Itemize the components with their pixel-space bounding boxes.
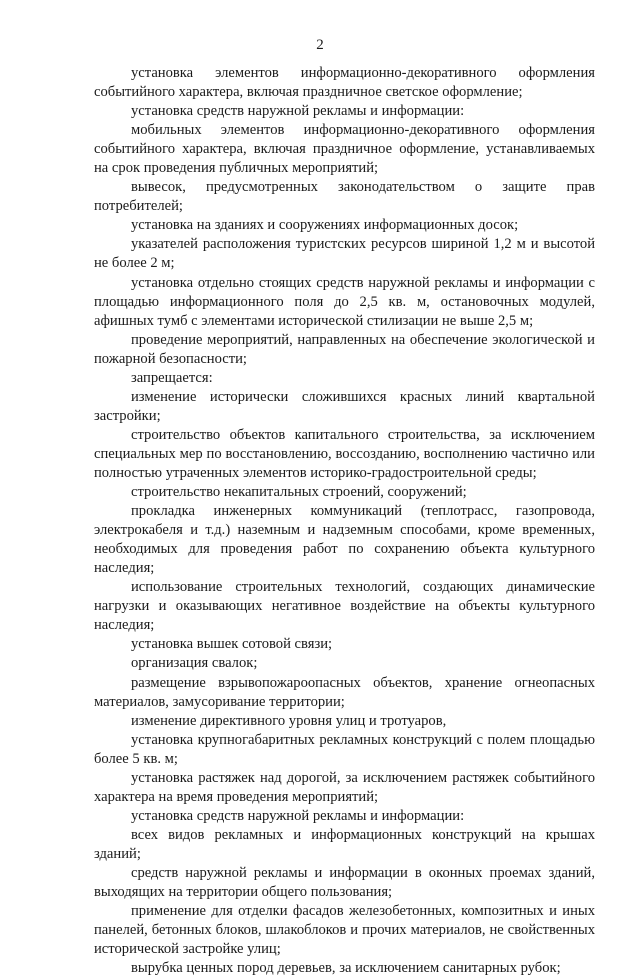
paragraph: запрещается: <box>131 369 213 386</box>
paragraph: организация свалок; <box>131 655 258 672</box>
paragraph: строительство некапитальных строений, сооружений; <box>131 484 467 501</box>
document-body <box>94 64 595 978</box>
paragraph: применение для отделки фасадов железобетонных, композитных и иных панелей, бетонных блоков, шлакоблоков и прочих материалов, не свойственных исторической застройке улиц; <box>94 903 595 958</box>
paragraph: изменение исторически сложившихся красных линий квартальной застройки; <box>94 388 595 424</box>
paragraph: всех видов рекламных и информационных конструкций на крышах зданий; <box>94 826 595 862</box>
paragraph: прокладка инженерных коммуникаций (теплотрасс, газопровода, электрокабеля и т.д.) наземным и надземным способами, кроме временных, необходимых для проведения работ по сохранению объекта культурного наследия; <box>94 503 595 577</box>
paragraph: изменение директивного уровня улиц и тротуаров, <box>131 712 447 729</box>
paragraph: установка отдельно стоящих средств наружной рекламы и информации с площадью информационного поля до 2,5 кв. м, остановочных модулей, афишных тумб с элементами исторической стилизации не выше 2,5 м; <box>94 274 595 329</box>
paragraph: установка вышек сотовой связи; <box>131 636 333 653</box>
paragraph: проведение мероприятий, направленных на обеспечение экологической и пожарной безопасности; <box>94 331 595 367</box>
paragraph: использование строительных технологий, создающих динамические нагрузки и оказывающих негативное воздействие на объекты культурного наследия; <box>94 579 595 634</box>
paragraph: средств наружной рекламы и информации в оконных проемах зданий, выходящих на территории общего пользования; <box>94 864 595 901</box>
paragraph: указателей расположения туристских ресурсов шириной 1,2 м и высотой не более 2 м; <box>94 236 595 272</box>
paragraph: установка средств наружной рекламы и информации: <box>131 807 465 824</box>
paragraph: установка растяжек над дорогой, за исключением растяжек событийного характера на время проведения мероприятий; <box>94 769 595 805</box>
paragraph: установка крупногабаритных рекламных конструкций с полем площадью более 5 кв. м; <box>94 731 595 767</box>
paragraph: строительство объектов капитального строительства, за исключением специальных мер по восстановлению, воссозданию, восполнению частично или полностью утраченных элементов историко-градостроительной среды; <box>94 426 595 481</box>
paragraph: установка элементов информационно-декоративного оформления событийного характера, включая праздничное светское оформление; <box>94 65 595 101</box>
paragraph: установка на зданиях и сооружениях информационных досок; <box>131 217 519 234</box>
paragraph: размещение взрывопожароопасных объектов, хранение огнеопасных материалов, замусоривание территории; <box>94 674 595 710</box>
paragraph: установка средств наружной рекламы и информации: <box>131 103 465 120</box>
paragraph: вывесок, предусмотренных законодательством о защите прав потребителей; <box>94 179 595 215</box>
paragraph: мобильных элементов информационно-декоративного оформления событийного характера, включая праздничное оформление, устанавливаемых на срок проведения публичных мероприятий; <box>94 122 595 177</box>
page-number: 2 <box>316 37 324 53</box>
paragraph: вырубка ценных пород деревьев, за исключением санитарных рубок; <box>131 960 561 977</box>
